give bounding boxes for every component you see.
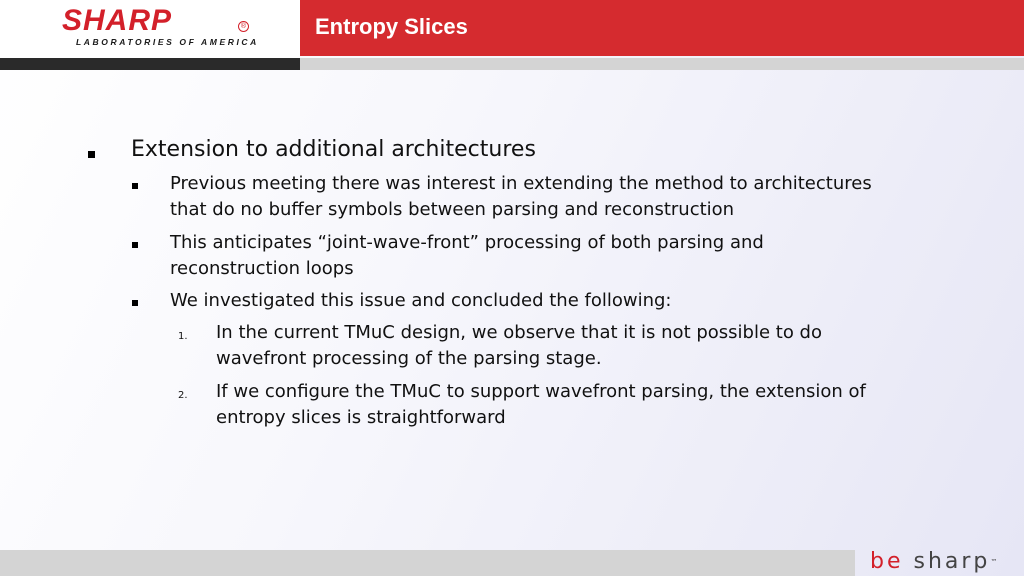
bullet-square-icon (132, 300, 138, 306)
footer-trademark: ™ (990, 558, 998, 566)
list-number: 2. (178, 390, 188, 401)
bullet-square-icon (132, 242, 138, 248)
footer-be: be (870, 549, 904, 574)
footer-sharp: sharp (913, 549, 991, 574)
be-sharp-logo (870, 549, 997, 575)
registered-mark: ® (238, 21, 249, 32)
numbered-line: If we configure the TMuC to support wavefront parsing, the extension of (216, 381, 866, 402)
footer-bar (0, 550, 855, 576)
bullet-square-icon (132, 183, 138, 189)
slide-title: Entropy Slices (315, 14, 468, 39)
heading-bullet: Extension to additional architectures (131, 137, 536, 162)
bullet-square-icon (88, 151, 95, 158)
numbered-line: entropy slices is straightforward (216, 407, 506, 428)
bullet-line: This anticipates “joint-wave-front” processing of both parsing and (170, 232, 764, 253)
logo-subtitle: LABORATORIES OF AMERICA (76, 37, 259, 47)
numbered-line: wavefront processing of the parsing stage. (216, 348, 602, 369)
bullet-line: Previous meeting there was interest in extending the method to architectures (170, 173, 872, 194)
bullet-line: that do no buffer symbols between parsing and reconstruction (170, 199, 735, 220)
list-number: 1. (178, 331, 188, 342)
bullet-line: reconstruction loops (170, 258, 354, 279)
numbered-line: In the current TMuC design, we observe that it is not possible to do (216, 322, 822, 343)
logo-wordmark: SHARP (62, 4, 173, 37)
bullet-line: We investigated this issue and concluded the following: (170, 290, 672, 311)
